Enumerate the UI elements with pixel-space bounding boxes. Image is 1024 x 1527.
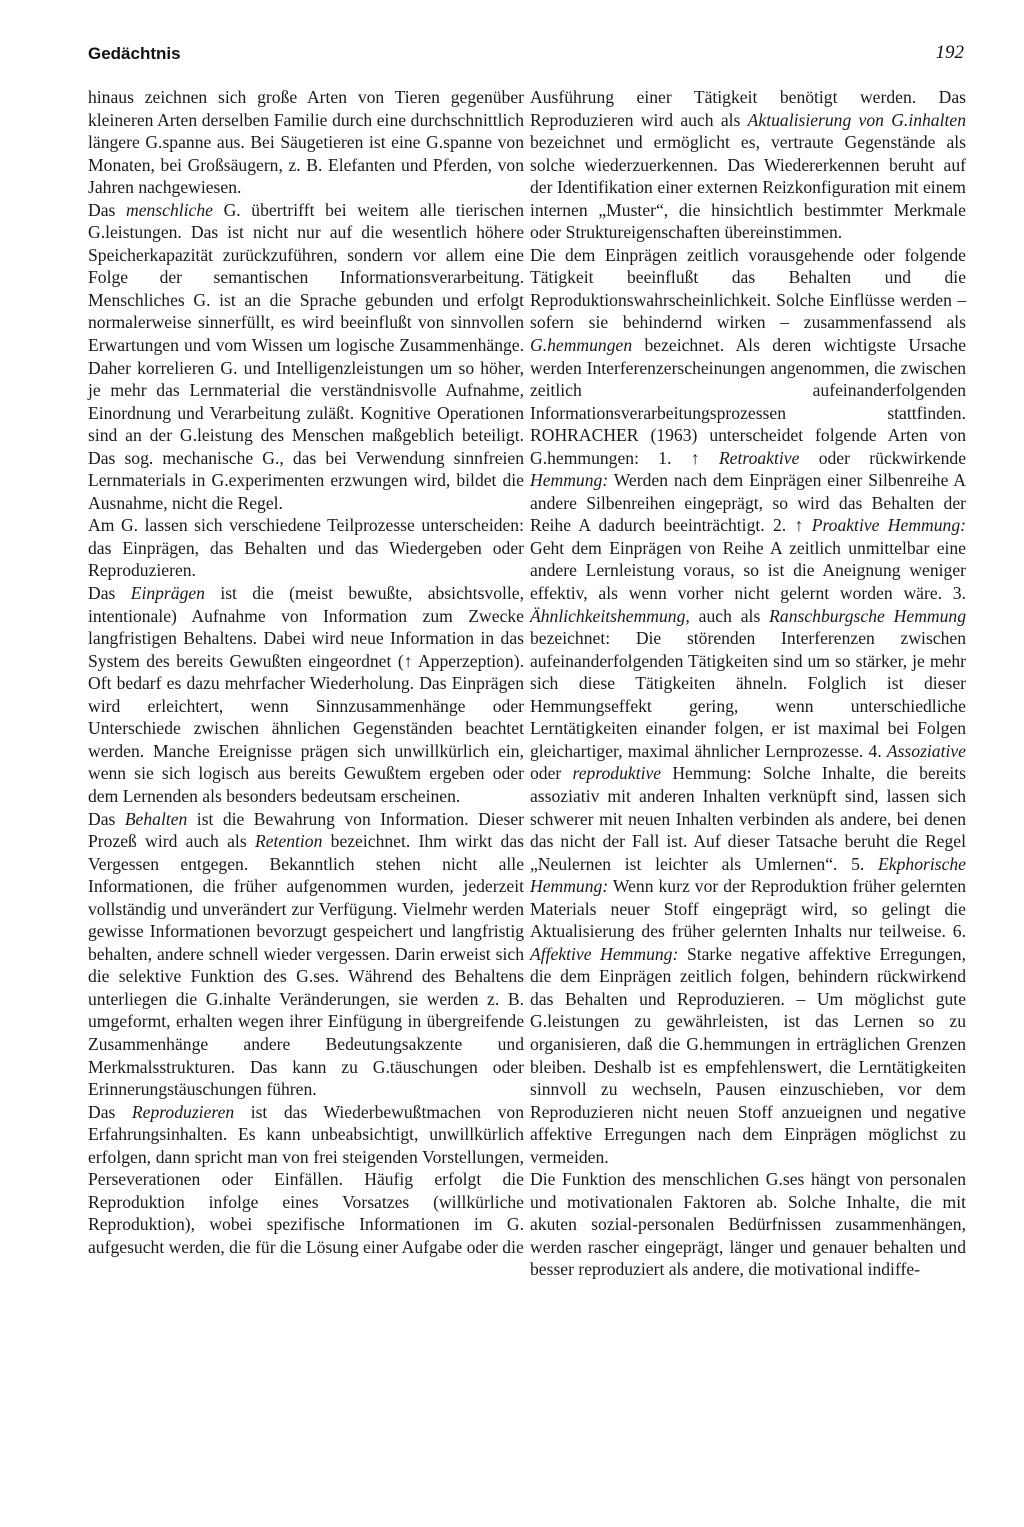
emphasized-term: Reproduzieren <box>131 1101 235 1122</box>
text-run: G. übertrifft bei weitem alle tierischen G.leistungen. Das ist nicht nur auf die wesentlich höhere Speicherkapazität zurückzuführen, sondern vor allem eine Folge der semantischen Informationsverarbeitung. Menschliches G. ist an die Sprache gebunden und erfolgt normalerweise sinnerfüllt, es wird beeinflußt von sinnvollen Erwartungen und vom Wissen um logische Zusammenhänge. Daher korrelieren G. und Intelligenzleistungen um so höher, je mehr das Lernmaterial die verständnisvolle Aufnahme, Einordnung und Verarbeitung zuläßt. Kognitive Operationen sind an der G.leistung des Menschen maßgeblich beteiligt. Das sog. mechanische G., das bei Verwendung sinnfreien Lernmaterials in G.experimenten erzwungen wird, bildet die Ausnahme, nicht die Regel. <box>88 199 524 513</box>
text-run: Geht dem Einprägen von Reihe A zeitlich unmittelbar eine andere Lernleistung voraus, so ist die Aneignung weniger effektiv, als wenn vorher nicht gelernt worden wäre. 3. <box>530 537 966 604</box>
emphasized-term: Ranschburgsche Hemmung <box>769 605 967 626</box>
running-header-title: Gedächtnis <box>88 44 181 63</box>
paragraph <box>88 86 524 199</box>
text-run: Ausführung einer Tätigkeit benötigt werden. Das Reproduzieren wird auch als <box>530 87 966 130</box>
text-run: ist die Bewahrung von Information. Dieser Prozeß wird auch als <box>88 808 524 852</box>
text-run: Das <box>88 808 125 829</box>
paragraph <box>530 86 966 244</box>
text-run: Das <box>88 1101 132 1122</box>
emphasized-term: Proaktive Hemmung: <box>811 515 966 536</box>
text-column-left <box>88 86 524 1258</box>
emphasized-term: Ähnlichkeitshemmung, <box>530 605 690 626</box>
text-run: Das <box>88 583 131 604</box>
paragraph <box>530 244 966 1168</box>
paragraph <box>88 582 524 807</box>
text-run: Das <box>88 199 126 220</box>
text-run: Die Funktion des menschlichen G.ses hängt von personalen und motivationalen Faktoren ab. Solche Inhalte, die mit akuten sozial-personalen Bedürfnissen zusammenhängen, werden rascher eingeprägt, länger und genauer behalten und besser reproduziert als andere, die motivational indiffe- <box>530 1169 966 1280</box>
paragraph <box>530 1168 966 1281</box>
emphasized-term: Affektive Hemmung: <box>530 943 679 964</box>
text-run: Die dem Einprägen zeitlich vorausgehende oder folgende Tätigkeit beeinflußt das Behalten und die Reproduktionswahrscheinlichkeit. Solche Einflüsse werden – sofern sie behindernd wirken – zusammenfassend als <box>530 244 966 333</box>
emphasized-term: reproduktive <box>572 763 662 784</box>
paragraph <box>88 514 524 582</box>
text-run: oder <box>530 763 573 784</box>
emphasized-term: Ekphorische Hemmung: <box>530 853 966 897</box>
text-run: Am G. lassen sich verschiedene Teilprozesse unterscheiden: das Einprägen, das Behalten und das Wiedergeben oder Reproduzieren. <box>88 515 524 581</box>
text-run: bezeichnet. Als deren wichtigste Ursache werden Interferenzerscheinungen angenommen, die zwischen zeitlich aufeinanderfolgenden Informationsverarbeitungsprozessen stattfinden. ROHRACHER (1963) unterscheidet folgende Arten von G.hemmungen: 1. ↑ <box>530 335 966 468</box>
emphasized-term: Hemmung: <box>530 470 609 491</box>
emphasized-term: menschliche <box>125 199 213 220</box>
emphasized-term: G.hemmungen <box>530 335 633 356</box>
emphasized-term: Aktualisierung von G.inhalten <box>747 109 966 130</box>
emphasized-term: Behalten <box>124 808 188 829</box>
emphasized-term: Retroaktive <box>718 447 800 468</box>
page-number: 192 <box>935 42 964 63</box>
emphasized-term: Assoziative <box>886 740 966 761</box>
text-run: Wenn kurz vor der Reproduktion früher gelernten Materials neuer Stoff eingeprägt wird, so gelingt die Aktualisierung des früher gelernten Inhalts nur teilweise. 6. <box>530 876 966 942</box>
text-run: bezeichnet. Ihm wirkt das Vergessen entgegen. Bekanntlich stehen nicht alle Informationen, die früher aufgenommen wurden, jederzeit vollständig und unverändert zur Verfügung. Vielmehr werden gewisse Informationen bevorzugt gespeichert und langfristig behalten, andere schnell wieder vergessen. Darin erweist sich die selektive Funktion des G.ses. Während des Behaltens unterliegen die G.inhalte Veränderungen, sie werden z. B. umgeformt, erhalten wegen ihrer Einfügung in übergreifende Zusammenhänge andere Bedeutungsakzente und Merkmalsstrukturen. Das kann zu G.täuschungen oder Erinnerungstäuschungen führen. <box>88 831 524 1100</box>
paragraph <box>88 1101 524 1259</box>
text-run: Hemmung: Solche Inhalte, die bereits assoziativ mit anderen Inhalten verknüpft sind, lassen sich schwerer mit neuen Inhalten verbinden als andere, bei denen das nicht der Fall ist. Auf dieser Tatsache beruht die Regel „Neulernen ist leichter als Umlernen“. 5. <box>530 763 966 874</box>
text-run: auch als <box>689 605 770 626</box>
text-column-right <box>530 86 966 1281</box>
text-run: bezeichnet: Die störenden Interferenzen zwischen aufeinanderfolgenden Tätigkeiten sind um so stärker, je mehr sich diese Tätigkeiten ähneln. Folglich ist dieser Hemmungseffekt gering, wenn unterschiedliche Lerntätigkeiten einander folgen, er ist maximal bei Folgen gleichartiger, maximal ähnlicher Lernprozesse. 4. <box>530 628 966 761</box>
text-run: Werden nach dem Einprägen einer Silbenreihe A andere Silbenreihen eingeprägt, so wird das Behalten der Reihe A dadurch beeinträchtigt. 2. ↑ <box>530 470 966 536</box>
text-run: Starke negative affektive Erregungen, die dem Einprägen zeitlich folgen, behindern rückwirkend das Behalten und Reproduzieren. – Um möglichst gute G.leistungen zu gewährleisten, ist das Lernen so zu organisieren, daß die G.hemmungen in erträglichen Grenzen bleiben. Deshalb ist es empfehlenswert, die Lerntätigkeiten sinnvoll zu wechseln, Pausen einzuschieben, vor dem Reproduzieren nicht neuen Stoff anzueignen und negative affektive Erregungen nach dem Einprägen möglichst zu vermeiden. <box>530 943 966 1167</box>
emphasized-term: Retention <box>254 831 323 852</box>
emphasized-term: Einprägen <box>130 583 205 604</box>
paragraph <box>88 199 524 515</box>
text-run: bezeichnet und ermöglicht es, vertraute Gegenstände als solche wiederzuerkennen. Das Wiedererkennen beruht auf der Identifikation einer externen Reizkonfiguration mit einem internen „Muster“, die hinsichtlich bestimmter Merkmale oder Struktureigenschaften übereinstimmen. <box>530 132 966 243</box>
text-run: hinaus zeichnen sich große Arten von Tieren gegenüber kleineren Arten derselben Familie durch eine durchschnittlich längere G.spanne aus. Bei Säugetieren ist eine G.spanne von Monaten, bei Großsäugern, z. B. Elefanten und Pferden, von Jahren nachgewiesen. <box>88 87 524 198</box>
paragraph <box>88 808 524 1101</box>
text-run: ist das Wiederbewußtmachen von Erfahrungsinhalten. Es kann unbeabsichtigt, unwillkürlich erfolgen, dann spricht man von frei steigenden Vorstellungen, Perseverationen oder Einfällen. Häufig erfolgt die Reproduktion infolge eines Vorsatzes (willkürliche Reproduktion), wobei spezifische Informationen im G. aufgesucht werden, die für die Lösung einer Aufgabe oder die <box>88 1101 524 1257</box>
text-run: ist die (meist bewußte, absichtsvolle, intentionale) Aufnahme von Information zum Zwecke langfristigen Behaltens. Dabei wird neue Information in das System des bereits Gewußten eingeordnet (↑ Apperzeption). Oft bedarf es dazu mehrfacher Wiederholung. Das Einprägen wird erleichtert, wenn Sinnzusammenhänge oder Unterschiede zwischen ähnlichen Gegenständen beachtet werden. Manche Ereignisse prägen sich unwillkürlich ein, wenn sie sich logisch aus bereits Gewußtem ergeben oder dem Lernenden als besonders bedeutsam erscheinen. <box>88 583 524 806</box>
text-run: oder rückwirkende <box>799 447 967 468</box>
